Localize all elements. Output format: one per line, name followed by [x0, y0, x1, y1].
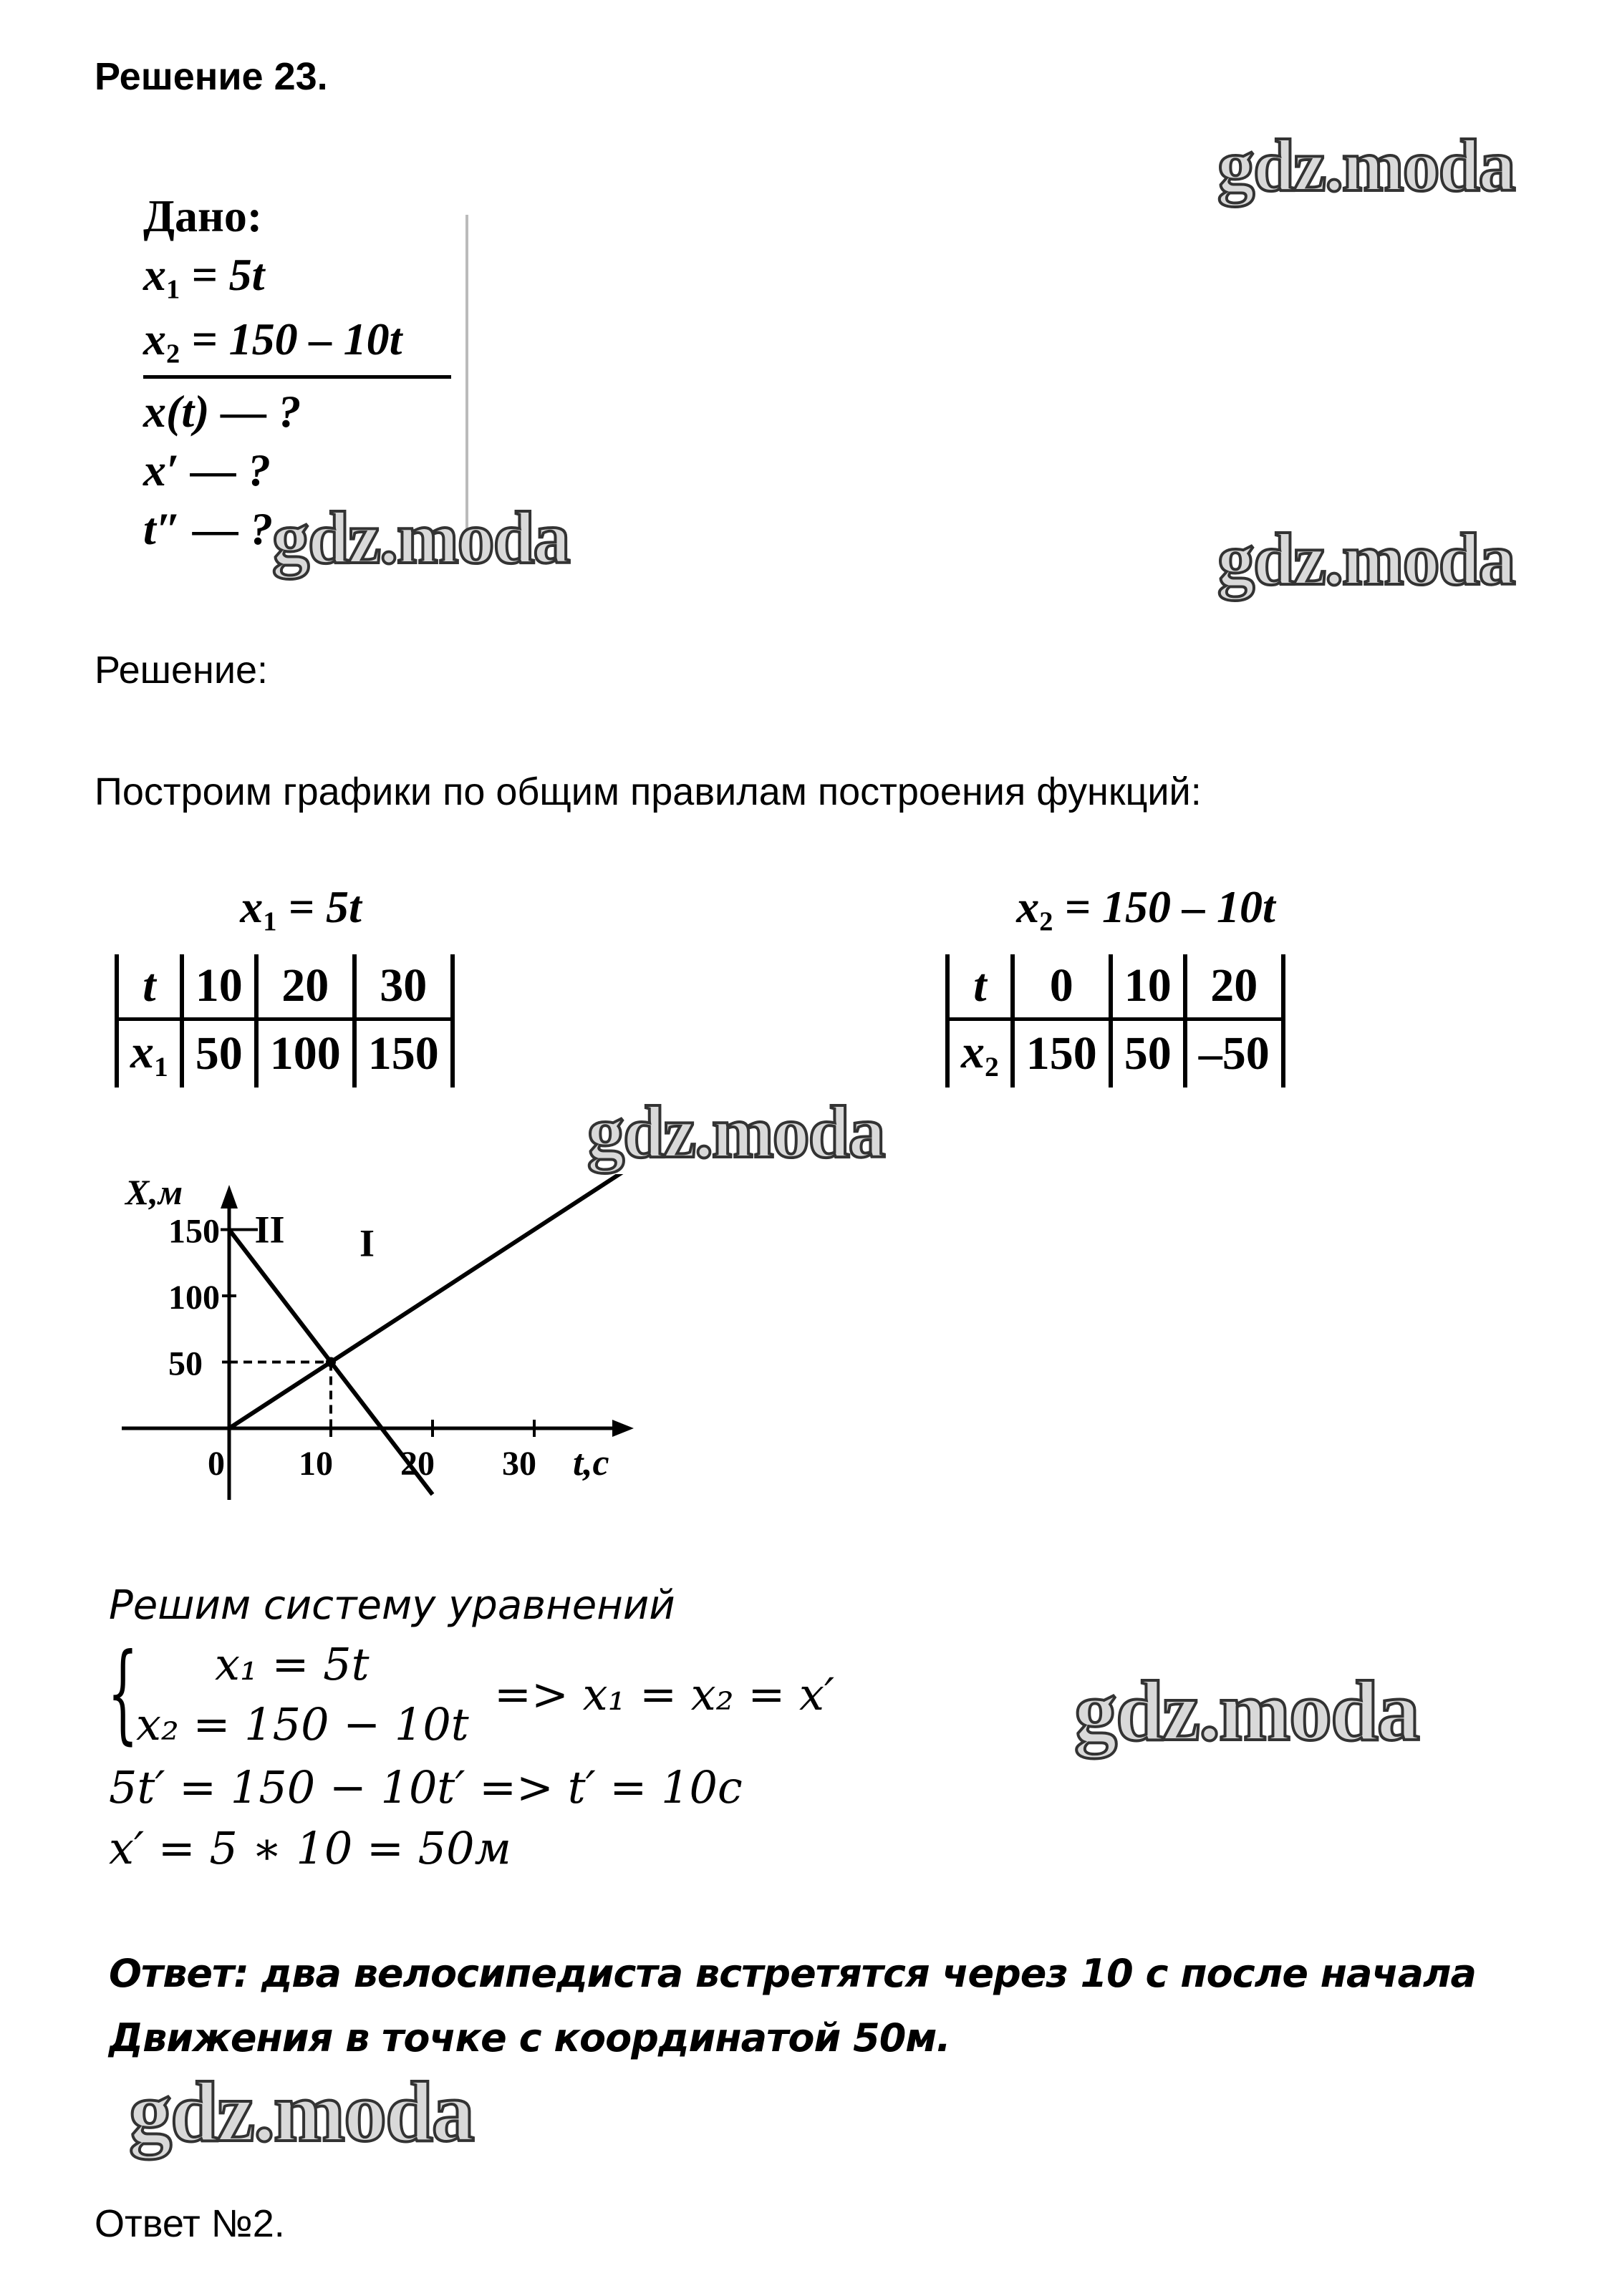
- table-row: $x_2$ 150 50 –50: [947, 1019, 1283, 1087]
- intro-text: Построим графики по общим правилам построения функций:: [95, 770, 1202, 813]
- watermark-3: gdz.moda: [1217, 518, 1515, 601]
- motion-chart: [100, 1174, 659, 1511]
- y-axis-label: X,м: [125, 1174, 183, 1212]
- series-label-II: II: [254, 1208, 285, 1251]
- intersection-point: [326, 1357, 336, 1367]
- given-title: Дано:: [143, 190, 263, 241]
- system-line3: 5t′ = 150 − 10t′ => t′ = 10с: [109, 1761, 743, 1813]
- x-axis-arrow: [612, 1420, 634, 1437]
- table1-title: $x_1 = 5t$: [240, 881, 362, 937]
- system-eq2: x₂ = 150 − 10t: [136, 1698, 469, 1750]
- table-row: t 10 20 30: [117, 954, 453, 1019]
- watermark-6: gdz.moda: [129, 2064, 473, 2159]
- answer-line-2: Движения в точке с координатой 50м.: [109, 2015, 950, 2060]
- y-tick-label: 100: [168, 1279, 220, 1317]
- x-tick-label: 0: [208, 1445, 225, 1483]
- find-line-2: x′ — ?: [143, 444, 271, 495]
- table2-block: [945, 881, 1346, 1088]
- watermark-1: gdz.moda: [1217, 125, 1515, 207]
- x-tick-label: 30: [502, 1445, 536, 1483]
- table2-title: $x_2 = 150 - 10t$: [1016, 881, 1275, 937]
- series-line-I: [229, 1174, 636, 1428]
- solution-label: Решение:: [95, 649, 269, 692]
- y-tick-label: 50: [168, 1345, 203, 1383]
- series-label-I: I: [359, 1221, 375, 1265]
- system-title: Решим систему уравнений: [109, 1582, 675, 1629]
- watermark-4: gdz.moda: [587, 1091, 884, 1173]
- table1: [115, 954, 455, 1088]
- find-line-3: t″ — ?: [143, 503, 274, 554]
- system-implies: => x₁ = x₂ = x′: [494, 1668, 835, 1720]
- system-brace: {: [107, 1631, 138, 1755]
- system-line4: x′ = 5 ∗ 10 = 50м: [109, 1822, 511, 1874]
- given-line-1: $x_1 = 5t$: [143, 249, 265, 305]
- system-eq1: x₁ = 5t: [215, 1638, 370, 1690]
- x-tick-label: 10: [299, 1445, 333, 1483]
- table1-block: [115, 881, 487, 1088]
- find-line-1: x(t) — ?: [143, 385, 301, 437]
- table-row: $x_1$ 50 100 150: [117, 1019, 453, 1087]
- given-line-2: $x_2 = 150 - 10t$: [143, 316, 451, 379]
- y-tick-label: 150: [168, 1212, 220, 1251]
- table2: [945, 954, 1285, 1088]
- table-row: t 0 10 20: [947, 954, 1283, 1019]
- x-tick-label: 20: [400, 1445, 435, 1483]
- watermark-5: gdz.moda: [1074, 1663, 1419, 1758]
- y-axis-arrow: [221, 1185, 238, 1208]
- answer-line-1: Ответ: два велосипедиста встретятся через 10 с после начала: [109, 1951, 1476, 1996]
- page-title: Решение 23.: [95, 55, 328, 98]
- footer-answer: Ответ №2.: [95, 2202, 285, 2245]
- watermark-2: gdz.moda: [272, 497, 569, 579]
- x-axis-label: t,с: [573, 1443, 609, 1483]
